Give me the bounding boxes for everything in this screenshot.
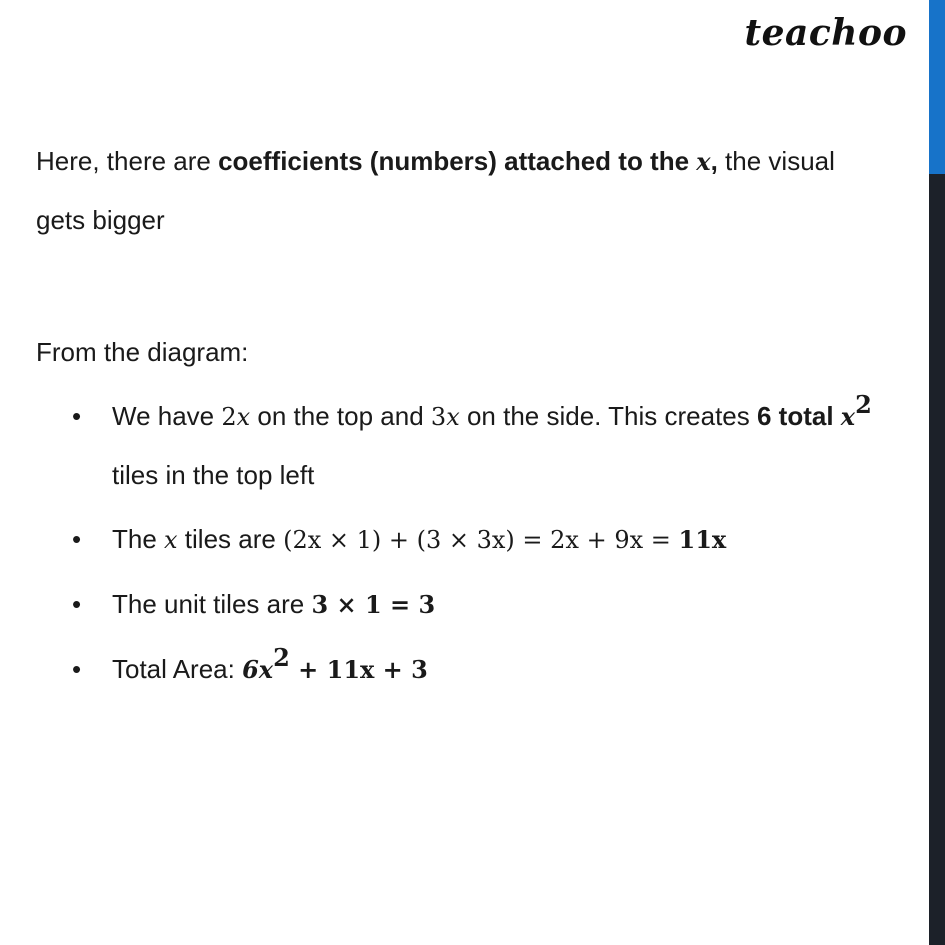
teachoo-logo: teachoo bbox=[744, 12, 907, 54]
math-expression: (2x × 1) + (3 × 3x) = 2x + 9x = bbox=[283, 526, 679, 554]
slide-content bbox=[36, 132, 886, 705]
math-variable: x bbox=[446, 403, 460, 431]
math-number: 3 bbox=[430, 403, 447, 431]
intro-lead: Here, there are bbox=[36, 146, 219, 176]
bullet-bold-text: 6 total bbox=[756, 401, 841, 431]
bullet-text: We have bbox=[112, 401, 222, 431]
bullet-dot: • bbox=[72, 401, 82, 431]
math-expression: 6x bbox=[242, 655, 274, 684]
intro-bold: coefficients (numbers) attached to the bbox=[218, 146, 697, 176]
from-diagram-heading: From the diagram: bbox=[36, 337, 249, 367]
bullet-dot: • bbox=[72, 524, 82, 554]
bullet-text: tiles are bbox=[177, 524, 284, 554]
bullet-list bbox=[36, 387, 886, 699]
math-expression: 3 × 1 = 3 bbox=[311, 590, 436, 619]
bullet-text: The unit tiles are bbox=[112, 589, 312, 619]
math-result: 11x bbox=[678, 525, 727, 554]
intro-comma: , bbox=[710, 146, 718, 176]
intro-tail: the visual gets bigger bbox=[36, 146, 835, 235]
intro-paragraph bbox=[36, 132, 886, 249]
bullet-dot: • bbox=[72, 654, 82, 684]
bullet-text: The bbox=[112, 524, 165, 554]
list-item bbox=[36, 387, 886, 504]
bullet-text: tiles in the top left bbox=[112, 460, 315, 490]
math-variable: x bbox=[840, 402, 856, 431]
spacer bbox=[36, 249, 886, 323]
bullet-text: Total Area: bbox=[112, 654, 243, 684]
bullet-dot: • bbox=[72, 589, 82, 619]
math-number: 2 bbox=[221, 403, 237, 431]
intro-variable: x bbox=[696, 147, 711, 176]
vertical-scrollbar[interactable] bbox=[929, 0, 945, 945]
math-expression: + 11x + 3 bbox=[289, 655, 428, 684]
math-variable: x bbox=[236, 403, 251, 431]
bullet-text: on the top and bbox=[250, 401, 431, 431]
math-exponent: 2 bbox=[273, 643, 290, 673]
math-exponent: 2 bbox=[855, 390, 872, 420]
math-variable: x bbox=[164, 526, 178, 554]
list-item bbox=[36, 640, 886, 699]
list-item bbox=[36, 510, 886, 569]
list-item bbox=[36, 575, 886, 634]
scrollbar-thumb[interactable] bbox=[929, 0, 945, 174]
bullet-text: on the side. This creates bbox=[459, 401, 757, 431]
